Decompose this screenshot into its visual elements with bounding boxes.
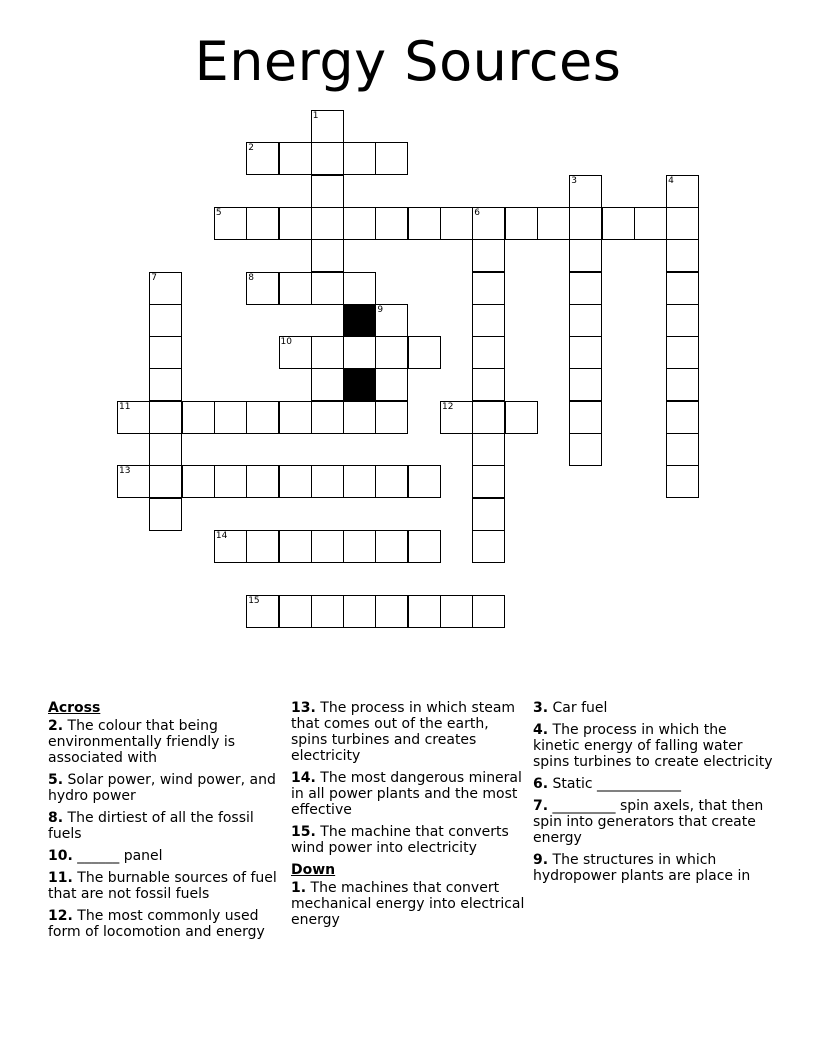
grid-cell[interactable] <box>343 465 376 498</box>
clue-across-10 <box>48 848 282 864</box>
grid-cell[interactable] <box>375 401 408 434</box>
grid-cell[interactable] <box>182 401 215 434</box>
clue-text: Solar power, wind power, and hydro power <box>48 772 276 804</box>
grid-cell[interactable] <box>569 239 602 272</box>
clue-number-label: 8 <box>248 272 254 283</box>
grid-cell[interactable] <box>472 595 505 628</box>
grid-cell[interactable] <box>666 368 699 401</box>
grid-cell[interactable] <box>311 368 344 401</box>
grid-cell[interactable] <box>311 530 344 563</box>
clue-down-3 <box>533 700 773 716</box>
clue-text: The colour that being environmentally friendly is associated with <box>48 718 236 766</box>
blocked-cell <box>343 368 376 401</box>
grid-cell[interactable] <box>182 465 215 498</box>
grid-cell[interactable] <box>569 368 602 401</box>
clue-number: 14. <box>291 770 316 786</box>
clue-number-label: 12 <box>442 401 454 412</box>
blocked-cell <box>343 304 376 337</box>
grid-cell[interactable] <box>408 465 441 498</box>
grid-cell[interactable] <box>472 530 505 563</box>
grid-cell[interactable] <box>279 336 312 369</box>
grid-cell[interactable] <box>311 175 344 208</box>
grid-cell[interactable] <box>343 207 376 240</box>
grid-cell[interactable] <box>279 530 312 563</box>
clue-text: The burnable sources of fuel that are not fossil fuels <box>48 870 277 902</box>
clue-across-5 <box>48 772 282 804</box>
clue-number: 3. <box>533 700 549 716</box>
grid-cell[interactable] <box>149 336 182 369</box>
clue-text: The process in which the kinetic energy of falling water spins turbines to create electricity <box>533 722 773 770</box>
clue-number-label: 2 <box>248 143 254 154</box>
clue-number: 9. <box>533 852 549 868</box>
grid-cell[interactable] <box>375 530 408 563</box>
clue-number: 8. <box>48 810 64 826</box>
grid-cell[interactable] <box>375 207 408 240</box>
grid-cell[interactable] <box>408 336 441 369</box>
grid-cell[interactable] <box>569 175 602 208</box>
clue-down-6 <box>533 776 773 792</box>
clues-column-2 <box>291 700 525 934</box>
clue-number-label: 14 <box>215 530 228 541</box>
clue-number-label: 5 <box>215 207 222 218</box>
grid-cell[interactable] <box>343 272 376 305</box>
clue-number-label: 6 <box>474 207 481 218</box>
grid-cell[interactable] <box>279 401 312 434</box>
grid-cell[interactable] <box>440 207 473 240</box>
grid-cell[interactable] <box>408 595 441 628</box>
grid-cell[interactable] <box>472 465 505 498</box>
grid-cell[interactable] <box>117 465 150 498</box>
clue-number: 2. <box>48 718 64 734</box>
grid-cell[interactable] <box>343 142 376 175</box>
clue-text: The machines that convert mechanical energy into electrical energy <box>291 880 525 928</box>
clue-number: 7. <box>533 798 549 814</box>
grid-cell[interactable] <box>666 304 699 337</box>
grid-cell[interactable] <box>246 142 279 175</box>
clue-number-label: 4 <box>668 175 674 186</box>
down-header: Down <box>291 862 336 878</box>
grid-cell[interactable] <box>569 272 602 305</box>
grid-cell[interactable] <box>440 595 473 628</box>
grid-cell[interactable] <box>505 401 538 434</box>
clue-number: 13. <box>291 700 316 716</box>
grid-cell[interactable] <box>343 336 376 369</box>
clue-down-1 <box>291 880 525 928</box>
grid-cell[interactable] <box>311 401 344 434</box>
clue-number-label: 7 <box>151 272 158 283</box>
grid-cell[interactable] <box>472 498 505 531</box>
clue-number: 4. <box>533 722 549 738</box>
clue-across-8 <box>48 810 282 842</box>
grid-cell[interactable] <box>634 207 667 240</box>
grid-cell[interactable] <box>472 401 505 434</box>
grid-cell[interactable] <box>246 465 279 498</box>
clue-number: 12. <box>48 908 73 924</box>
grid-cell[interactable] <box>666 272 699 305</box>
grid-cell[interactable] <box>375 368 408 401</box>
clue-number-label: 10 <box>280 337 292 348</box>
clue-text: The dirtiest of all the fossil fuels <box>48 810 254 842</box>
across-header: Across <box>48 700 101 716</box>
grid-cell[interactable] <box>343 401 376 434</box>
grid-cell[interactable] <box>666 207 699 240</box>
grid-cell[interactable] <box>149 272 182 305</box>
grid-cell[interactable] <box>569 401 602 434</box>
grid-cell[interactable] <box>537 207 570 240</box>
grid-cell[interactable] <box>311 465 344 498</box>
grid-cell[interactable] <box>311 110 344 143</box>
grid-cell[interactable] <box>246 595 279 628</box>
grid-cell[interactable] <box>666 175 699 208</box>
grid-cell[interactable] <box>666 336 699 369</box>
clue-number-label: 11 <box>119 401 131 412</box>
clue-down-9 <box>533 852 773 884</box>
grid-cell[interactable] <box>149 433 182 466</box>
grid-cell[interactable] <box>149 401 182 434</box>
clue-number: 5. <box>48 772 64 788</box>
grid-cell[interactable] <box>472 239 505 272</box>
grid-cell[interactable] <box>343 595 376 628</box>
grid-cell[interactable] <box>246 401 279 434</box>
grid-cell[interactable] <box>375 465 408 498</box>
grid-cell[interactable] <box>311 595 344 628</box>
grid-cell[interactable] <box>666 433 699 466</box>
clue-across-11 <box>48 870 282 902</box>
clue-text: _________ spin axels, that then spin into generators that create energy <box>533 798 764 846</box>
grid-cell[interactable] <box>279 142 312 175</box>
clue-number-label: 9 <box>377 304 384 315</box>
grid-cell[interactable] <box>279 207 312 240</box>
clue-number: 11. <box>48 870 73 886</box>
grid-cell[interactable] <box>149 498 182 531</box>
grid-cell[interactable] <box>408 530 441 563</box>
grid-cell[interactable] <box>279 465 312 498</box>
puzzle-title: Energy Sources <box>194 30 622 93</box>
grid-cell[interactable] <box>214 465 247 498</box>
clue-across-14 <box>291 770 525 818</box>
grid-cell[interactable] <box>472 368 505 401</box>
grid-cell[interactable] <box>505 207 538 240</box>
clue-text: ______ panel <box>77 848 163 864</box>
clue-across-12 <box>48 908 282 940</box>
grid-cell[interactable] <box>666 401 699 434</box>
grid-cell[interactable] <box>472 304 505 337</box>
grid-cell[interactable] <box>569 336 602 369</box>
grid-cell[interactable] <box>666 239 699 272</box>
clue-across-13 <box>291 700 525 764</box>
clue-text: The most commonly used form of locomotion and energy <box>48 908 265 940</box>
clue-text: Car fuel <box>552 700 608 716</box>
grid-cell[interactable] <box>246 207 279 240</box>
grid-cell[interactable] <box>311 142 344 175</box>
grid-cell[interactable] <box>472 336 505 369</box>
clue-number: 15. <box>291 824 316 840</box>
grid-cell[interactable] <box>311 207 344 240</box>
grid-cell[interactable] <box>214 207 247 240</box>
grid-cell[interactable] <box>440 401 473 434</box>
grid-cell[interactable] <box>375 336 408 369</box>
clue-across-15 <box>291 824 525 856</box>
grid-cell[interactable] <box>149 465 182 498</box>
grid-cell[interactable] <box>149 368 182 401</box>
clue-text: The structures in which hydropower plants are place in <box>533 852 751 884</box>
clue-text: Static ____________ <box>552 776 681 792</box>
clue-number: 1. <box>291 880 307 896</box>
clues-column-3 <box>533 700 773 890</box>
grid-cell[interactable] <box>149 304 182 337</box>
clue-across-2 <box>48 718 282 766</box>
clue-number-label: 15 <box>248 595 260 606</box>
grid-cell[interactable] <box>375 304 408 337</box>
grid-cell[interactable] <box>343 530 376 563</box>
grid-cell[interactable] <box>472 433 505 466</box>
clue-down-4 <box>533 722 773 770</box>
clue-number-label: 13 <box>119 466 131 477</box>
grid-cell[interactable] <box>246 530 279 563</box>
grid-cell[interactable] <box>472 207 505 240</box>
grid-cell[interactable] <box>279 272 312 305</box>
grid-cell[interactable] <box>214 530 247 563</box>
clues-column-1 <box>48 700 282 946</box>
grid-cell[interactable] <box>311 239 344 272</box>
grid-cell[interactable] <box>602 207 635 240</box>
clue-text: The machine that converts wind power into electricity <box>291 824 509 856</box>
grid-cell[interactable] <box>666 465 699 498</box>
grid-cell[interactable] <box>569 433 602 466</box>
grid-cell[interactable] <box>569 207 602 240</box>
grid-cell[interactable] <box>117 401 150 434</box>
clue-text: The most dangerous mineral in all power plants and the most effective <box>291 770 522 818</box>
clue-number: 10. <box>48 848 73 864</box>
grid-cell[interactable] <box>311 272 344 305</box>
clue-number-label: 1 <box>312 111 319 121</box>
grid-cell[interactable] <box>472 272 505 305</box>
grid-cell[interactable] <box>375 142 408 175</box>
grid-cell[interactable] <box>311 336 344 369</box>
grid-cell[interactable] <box>246 272 279 305</box>
clue-number: 6. <box>533 776 549 792</box>
grid-cell[interactable] <box>279 595 312 628</box>
clue-down-7 <box>533 798 773 846</box>
grid-cell[interactable] <box>408 207 441 240</box>
clue-text: The process in which steam that comes out of the earth, spins turbines and creates electricity <box>291 700 516 764</box>
clue-number-label: 3 <box>571 175 577 186</box>
grid-cell[interactable] <box>375 595 408 628</box>
grid-cell[interactable] <box>569 304 602 337</box>
grid-cell[interactable] <box>214 401 247 434</box>
